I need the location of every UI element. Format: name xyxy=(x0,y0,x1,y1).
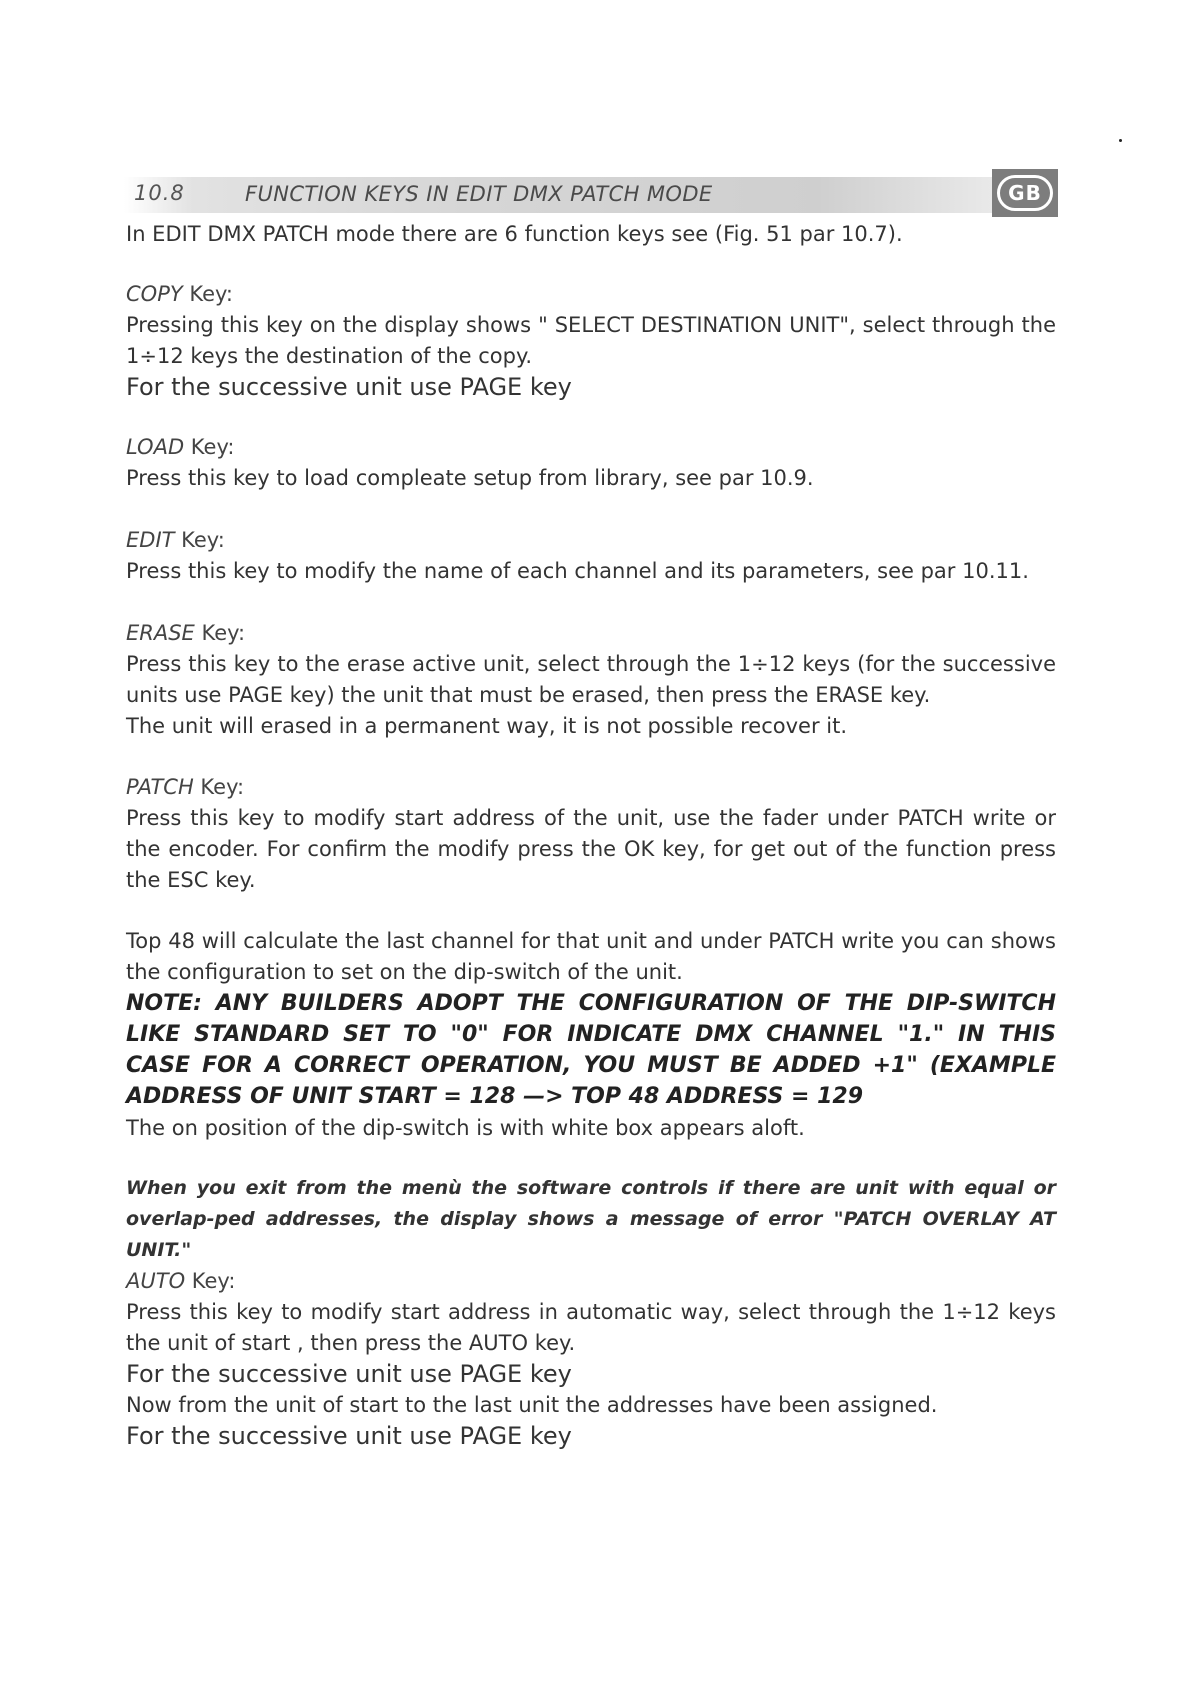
auto-key-assigned-note: Now from the unit of start to the last unit the addresses have been assigned. xyxy=(126,1393,938,1417)
load-key-heading xyxy=(126,432,1056,463)
copy-key-description: Pressing this key on the display shows " SELECT DESTINATION UNIT", select through the 1÷12 keys the destination of the copy. xyxy=(126,313,1056,368)
dip-switch-note: NOTE: ANY BUILDERS ADOPT THE CONFIGURATION OF THE DIP-SWITCH LIKE STANDARD SET TO "0" FOR INDICATE DMX CHANNEL "1." IN THIS CASE FOR A CORRECT OPERATION, YOU MUST BE ADDED +1" (EXAMPLE ADDRESS OF UNIT START = 128 —> TOP 48 ADDRESS = 129 xyxy=(126,991,1056,1109)
copy-key-page-note: For the successive unit use PAGE key xyxy=(126,373,572,401)
auto-key-name: AUTO xyxy=(126,1269,186,1293)
erase-key-suffix: Key: xyxy=(194,621,246,645)
auto-key-page-note-2: For the successive unit use PAGE key xyxy=(126,1422,572,1450)
erase-key-description: Press this key to the erase active unit, select through the 1÷12 keys (for the successive units use PAGE key) the unit that must be erased, then press the ERASE key. xyxy=(126,652,1056,707)
edit-key-suffix: Key: xyxy=(174,528,225,552)
load-key-description: Press this key to load compleate setup from library, see par 10.9. xyxy=(126,466,814,490)
exit-overlap-note: When you exit from the menù the software controls if there are unit with equal or overlap-ped addresses, the display shows a message of error "PATCH OVERLAY AT UNIT." xyxy=(126,1177,1056,1261)
erase-key-heading xyxy=(126,618,1056,649)
patch-key-heading xyxy=(126,772,1056,803)
patch-key-suffix: Key: xyxy=(193,775,245,799)
auto-key-page-note: For the successive unit use PAGE key xyxy=(126,1360,572,1388)
copy-key-name: COPY xyxy=(126,282,183,306)
patch-key-name: PATCH xyxy=(126,775,194,799)
speck-dot xyxy=(1119,139,1122,142)
section-number: 10.8 xyxy=(134,181,185,205)
auto-key-suffix: Key: xyxy=(185,1269,236,1293)
erase-key-name: ERASE xyxy=(126,621,195,645)
edit-key-heading xyxy=(126,525,1056,556)
erase-key-warning: The unit will erased in a permanent way, it is not possible recover it. xyxy=(126,714,848,738)
auto-key-heading xyxy=(126,1266,1056,1297)
load-key-suffix: Key: xyxy=(184,435,235,459)
patch-key-description: Press this key to modify start address of the unit, use the fader under PATCH write or the encoder. For confirm the modify press the OK key, for get out of the function press the ESC key. xyxy=(126,806,1056,892)
dip-switch-position-text: The on position of the dip-switch is with white box appears aloft. xyxy=(126,1116,805,1140)
edit-key-description: Press this key to modify the name of each channel and its parameters, see par 10.11. xyxy=(126,559,1029,583)
copy-key-heading xyxy=(126,279,1056,310)
top48-description: Top 48 will calculate the last channel for that unit and under PATCH write you can shows the configuration to set on the dip-switch of the unit. xyxy=(126,929,1056,984)
language-badge-label: GB xyxy=(997,175,1053,211)
copy-key-suffix: Key: xyxy=(182,282,233,306)
edit-key-name: EDIT xyxy=(126,528,175,552)
intro-text: In EDIT DMX PATCH mode there are 6 function keys see (Fig. 51 par 10.7). xyxy=(126,222,903,246)
language-badge xyxy=(992,169,1058,217)
load-key-name: LOAD xyxy=(126,435,185,459)
section-title: FUNCTION KEYS IN EDIT DMX PATCH MODE xyxy=(245,182,713,206)
auto-key-description: Press this key to modify start address in automatic way, select through the 1÷12 keys the unit of start , then press the AUTO key. xyxy=(126,1300,1056,1355)
